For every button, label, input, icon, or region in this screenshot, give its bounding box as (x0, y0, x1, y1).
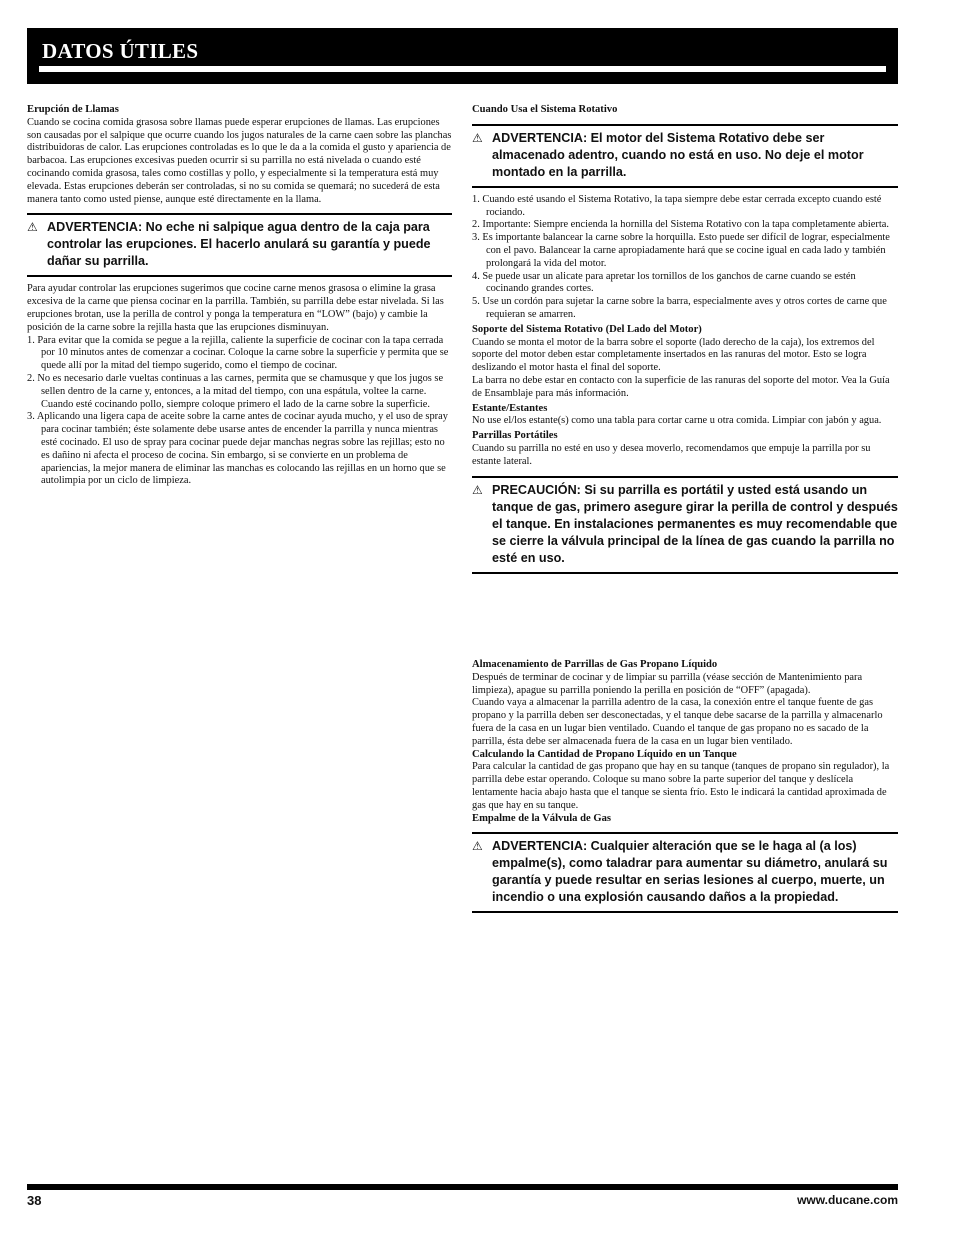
motor-bracket-body: Cuando se monta el motor de la barra sobre el soporte (lado derecho de la caja), los extremos del soporte del motor deben estar completamente insertados en las ranuras del motor. Esto se logra deslizando el motor hasta el final del soporte. (472, 336, 875, 374)
header-rule (39, 66, 886, 72)
motor-bracket-heading: Soporte del Sistema Rotativo (Del Lado del Motor) (472, 323, 702, 335)
portable-grills-heading: Parrillas Portátiles (472, 430, 558, 442)
warning-box (472, 124, 898, 188)
list-item: 5. Use un cordón para sujetar la carne sobre la barra, especialmente aves y otros cortes de carne que requieran se amarren. (472, 296, 887, 320)
warning-text: ADVERTENCIA: El motor del Sistema Rotativo debe ser almacenado adentro, cuando no está en uso. No deje el motor montado en la parrilla. (492, 130, 864, 179)
page-number: 38 (27, 1193, 42, 1208)
warning-box (27, 213, 452, 277)
portable-grills-body: Cuando su parrilla no esté en uso y desea moverlo, recomendamos que empuje la parrilla por su estante lateral. (472, 442, 871, 467)
rotisserie-list (472, 194, 898, 322)
flare-up-heading: Erupción de Llamas (27, 104, 119, 115)
list-item: 4. Se puede usar un alicate para apretar los tornillos de los ganchos de carne cuando se estén cocinando grandes cortes. (472, 270, 856, 295)
caution-text: PRECAUCIÓN: Si su parrilla es portátil y usted está usando un tanque de gas, primero asegure girar la perilla de control y después el tanque. En instalaciones permanentes es muy recomendable que se cierre la válvula principal de la línea de gas cuando la parrilla no esté en uso. (492, 482, 898, 565)
left-column (27, 104, 452, 488)
warning-text: ADVERTENCIA: Cualquier alteración que se le haga al (a los) empalme(s), como taladrar para aumentar su diámetro, anulará su garantía y puede resultar en serias lesiones al cuerpo, muerte, un incendio o una explosión causando daños a la propiedad. (492, 839, 888, 905)
list-item: 2. No es necesario darle vueltas continuas a las carnes, permita que se chamusque y que los jugos se sellen dentro de la carne y, entonces, a la mitad del tiempo, con una espátula, voltee la carne. Cuando esté cocinando pollo, siempre coloque primero el lado de la carne sobre la superficie. (27, 372, 444, 410)
page-header (27, 28, 898, 84)
right-column (472, 104, 898, 580)
list-item: 3. Aplicando una ligera capa de aceite sobre la carne antes de cocinar ayuda mucho, y el uso de spray para cocinar también; éste solamente debe usarse antes de encender la parrilla y nunca mientras esté cocinado. El uso de spray para cocinar puede dejar manchas negras sobre las rejillas; esto no es dañino ni afecta el proceso de cocina. Sin embargo, si se convierte en un problema de apariencias, la mejor manera de eliminar las manchas es colocando las rejillas en un horno que se autolimpia por un ciclo de limpieza. (27, 411, 448, 487)
shelves-heading: Estante/Estantes (472, 402, 548, 414)
warning-text: ADVERTENCIA: No eche ni salpique agua dentro de la caja para controlar las erupciones. El hacerlo anulará su garantía y puede dañar su parrilla. (47, 220, 431, 269)
list-item: 1. Cuando esté usando el Sistema Rotativo, la tapa siempre debe estar cerrada excepto cuando esté rociando. (472, 193, 882, 218)
warning-triangle-icon: ⚠ (27, 220, 38, 235)
gas-valve-heading: Empalme de la Válvula de Gas (472, 812, 612, 824)
warning-box (472, 832, 898, 913)
flare-up-list (27, 335, 452, 489)
warning-triangle-icon: ⚠ (472, 839, 483, 854)
list-item: 1. Para evitar que la comida se pegue a la rejilla, caliente la superficie de cocinar con la tapa cerrada por 10 minutos antes de comenzar a cocinar. Coloque la carne sobre la superficie y permita que se quede allí por la mitad del tiempo sugerido, como el tiempo de cocinar. (27, 334, 449, 372)
right-column-lower (472, 659, 898, 919)
list-item: 3. Es importante balancear la carne sobre la horquilla. Esto puede ser difícil de lograr, especialmente con el pavo. Balancear la carne apropiadamente hará que se cocine igual en cada lado y también prolongará la vida del motor. (472, 232, 890, 269)
warning-triangle-icon: ⚠ (472, 130, 483, 145)
propane-level-body: Para calcular la cantidad de gas propano que hay en su tanque (tanques de propano sin regulador), la parrilla debe estar operando. Coloque su mano sobre la parte superior del tanque y deslícela lentamente hacia abajo hasta que el tanque se sienta frío. Esto le indicará la cantidad aproximada de gas que hay en su tanque. (472, 761, 890, 811)
footer-rule (27, 1184, 898, 1190)
storage-heading: Almacenamiento de Parrillas de Gas Propano Líquido (472, 659, 718, 670)
list-item: 2. Importante: Siempre encienda la hornilla del Sistema Rotativo con la tapa completamente abierta. (472, 219, 889, 231)
storage-body: Después de terminar de cocinar y de limpiar su parrilla (véase sección de Mantenimiento para limpieza), apague su parrilla poniendo la perilla en posición de “OFF” (apagada). (472, 671, 863, 696)
page-title: DATOS ÚTILES (42, 39, 199, 63)
propane-level-heading: Calculando la Cantidad de Propano Líquido en un Tanque (472, 748, 737, 760)
flare-up-intro: Para ayudar controlar las erupciones sugerimos que cocine carne menos grasosa o elimine la grasa excesiva de la carne que piensa cocinar en la parrilla. También, su parrilla debe estar nivelada. Si las erupciones brotan, use la perilla de control y ponga la temperatura en “LOW” (bajo) y cambie la posición de la carne sobre la rejilla hasta que las erupciones disminuyan. (27, 283, 444, 333)
caution-box (472, 476, 898, 574)
website-url: www.ducane.com (797, 1193, 898, 1207)
motor-bracket-body-2: La barra no debe estar en contacto con la superficie de las ranuras del soporte del motor. Vea la Guía de Ensamblaje para más información. (472, 374, 890, 399)
storage-body-2: Cuando vaya a almacenar la parrilla adentro de la casa, la conexión entre el tanque fuente de gas propano y la parrilla deben ser desconectadas, y el tanque debe sacarse de la parrilla y almacenarlo fuera de la casa en un lugar bien ventilado. Cuando el tanque de gas propano no es sacado de la parrilla, ésta debe ser almacenada fuera de la casa en un lugar bien ventilado. (472, 697, 883, 747)
rotisserie-heading: Cuando Usa el Sistema Rotativo (472, 104, 618, 115)
shelves-body: No use el/los estante(s) como una tabla para cortar carne u otra comida. Limpiar con jabón y agua. (472, 415, 882, 427)
warning-triangle-icon: ⚠ (472, 482, 483, 497)
flare-up-body: Cuando se cocina comida grasosa sobre llamas puede esperar erupciones de llamas. Las erupciones son causadas por el salpique que ocurre cuando los jugos naturales de la carne caen sobre las planchas distribuidoras de calor. Las erupciones controladas es lo que le da a la comida el gusto y apariencia de barbacoa. Las erupciones excesivas pueden ocurrir si su parrilla no está nivelada o cuando esté cocinando comida grasosa, tales como costillas y pollo, y especialmente si la temperatura está muy elevada. Estas erupciones deberán ser controladas, si no su comida se quemará; no sucederá de esta manera tanto como usted piense, aunque esté directamente en la llama. (27, 116, 452, 205)
